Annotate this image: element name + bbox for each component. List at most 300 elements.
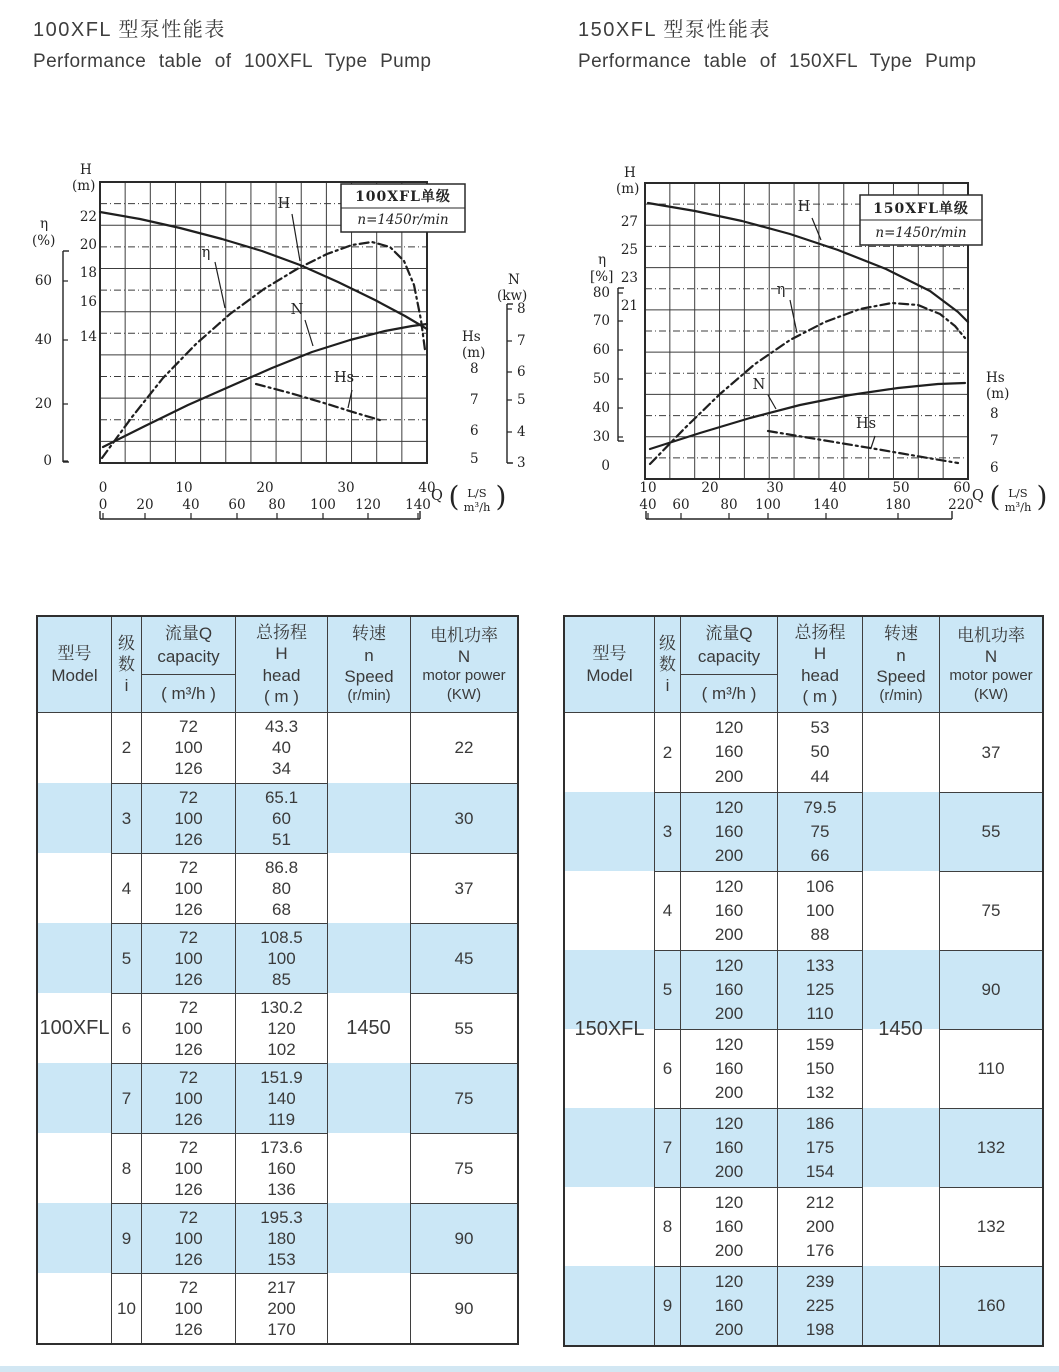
x-tick-ls: 20 <box>701 480 719 496</box>
model-cell <box>38 1273 111 1343</box>
speed-cell <box>862 1108 939 1187</box>
head-cell <box>777 1029 862 1108</box>
speed-cell <box>327 923 410 993</box>
header-line: head <box>801 665 839 685</box>
header-line: Model <box>586 665 633 685</box>
power-cell: 55 <box>939 792 1042 871</box>
flow-value: 120 <box>714 1035 744 1054</box>
header-line: Speed <box>876 666 926 686</box>
axis-tick-label: 3 <box>517 455 526 471</box>
axis-tick-label: 6 <box>517 364 526 380</box>
flow-value: 160 <box>714 1217 744 1236</box>
flow-value: 120 <box>714 1272 744 1291</box>
head-value: 53 <box>810 718 830 738</box>
axis-tick-label: 21 <box>620 298 638 314</box>
header-line: motor power <box>949 667 1033 684</box>
head-value: 160 <box>267 1158 296 1178</box>
curve-label-Hs: Hs <box>855 416 877 432</box>
table-row-group-i9 <box>565 1266 1042 1345</box>
flow-value: 160 <box>714 1138 744 1157</box>
table-row-group-i8 <box>565 1187 1042 1266</box>
flow-value: 160 <box>714 742 744 762</box>
axis-tick-label: 25 <box>620 242 638 258</box>
header-line: N <box>457 646 471 666</box>
x-tick-ls: 30 <box>766 480 784 496</box>
flow-value: 72 <box>179 857 198 877</box>
head-value: 80 <box>272 878 291 898</box>
head-value: 140 <box>267 1088 296 1108</box>
model-cell <box>565 713 654 792</box>
flow-value: 126 <box>174 829 203 849</box>
flow-cell <box>680 713 777 792</box>
header-flow-top <box>681 617 777 675</box>
x-tick-m3h: 140 <box>813 497 839 513</box>
header-flow-unit: ( m³/h ) <box>701 683 757 703</box>
table-row-group-i8 <box>38 1133 517 1203</box>
head-value: 40 <box>272 737 291 757</box>
header-line: 型号 <box>57 644 92 664</box>
x-tick-m3h: 60 <box>672 497 690 513</box>
header-line: 总扬程 <box>256 623 307 642</box>
head-value: 195.3 <box>260 1207 303 1227</box>
head-value: 68 <box>272 899 291 919</box>
speed-cell <box>862 1187 939 1266</box>
axis-tick-label: 60 <box>592 342 610 358</box>
q-unit-ls: L/S <box>1008 486 1028 500</box>
table-row-group-i4 <box>38 853 517 923</box>
performance-charts <box>0 0 1059 545</box>
head-value: 110 <box>806 1004 834 1023</box>
table-row-group-i6 <box>38 993 517 1063</box>
x-tick-m3h: 40 <box>182 497 200 513</box>
head-value: 119 <box>267 1109 296 1129</box>
stage-cell: 3 <box>111 783 141 853</box>
axis-tick-label: 18 <box>79 265 97 281</box>
chart-150XFL <box>590 165 1047 519</box>
header-line: (KW) <box>973 685 1009 703</box>
curve-label-Hs: Hs <box>333 370 355 386</box>
axis-title: η <box>598 252 607 268</box>
head-cell <box>235 853 327 923</box>
head-value: 100 <box>805 901 835 920</box>
axis-title: (kw) <box>497 288 528 304</box>
page-title-100xfl-en: Performance table of 100XFL Type Pump <box>33 51 432 72</box>
flow-value: 126 <box>174 1039 203 1059</box>
stage-cell: 8 <box>654 1187 680 1266</box>
model-cell <box>38 1203 111 1273</box>
header-head <box>235 617 327 712</box>
power-cell: 75 <box>410 1063 517 1133</box>
x-tick-m3h: 80 <box>268 497 286 513</box>
flow-value: 100 <box>174 948 203 968</box>
head-value: 200 <box>805 1217 835 1236</box>
header-power <box>939 617 1042 712</box>
head-value: 225 <box>805 1296 835 1315</box>
flow-cell <box>141 1063 235 1133</box>
speed-cell <box>327 993 410 1063</box>
power-cell: 160 <box>939 1266 1042 1345</box>
flow-value: 72 <box>179 716 198 736</box>
model-cell <box>565 1266 654 1345</box>
head-value: 217 <box>267 1277 296 1297</box>
header-line: i <box>124 676 129 696</box>
chart-subtitle: n=1450r/min <box>875 225 967 241</box>
power-cell: 75 <box>939 871 1042 950</box>
flow-value: 200 <box>714 1320 744 1339</box>
flow-value: 120 <box>714 956 744 975</box>
flow-cell <box>141 993 235 1063</box>
head-cell <box>777 1187 862 1266</box>
speed-cell <box>862 950 939 1029</box>
power-cell: 45 <box>410 923 517 993</box>
header-line: 转速 <box>352 624 386 644</box>
head-cell <box>235 713 327 783</box>
stage-cell: 5 <box>111 923 141 993</box>
flow-cell <box>141 1273 235 1343</box>
speed-cell <box>327 1273 410 1343</box>
flow-cell <box>141 1203 235 1273</box>
curve-label-η: η <box>201 245 211 261</box>
chart-title: 150XFL单级 <box>873 201 969 217</box>
flow-cell <box>680 792 777 871</box>
head-value: 154 <box>805 1162 835 1181</box>
model-label: 100XFL <box>39 1016 110 1039</box>
head-value: 159 <box>805 1035 835 1054</box>
head-value: 198 <box>805 1320 835 1339</box>
axis-tick-label: 70 <box>592 313 610 329</box>
head-cell <box>777 950 862 1029</box>
axis-tick-label: 80 <box>592 285 610 301</box>
head-cell <box>777 713 862 792</box>
flow-value: 72 <box>179 1277 198 1297</box>
x-tick-ls: 50 <box>892 480 910 496</box>
head-value: 65.1 <box>264 787 299 807</box>
flow-cell <box>680 1029 777 1108</box>
flow-cell <box>141 1133 235 1203</box>
head-value: 60 <box>272 808 291 828</box>
flow-value: 200 <box>714 1083 744 1102</box>
flow-value: 72 <box>179 1067 198 1087</box>
power-cell: 132 <box>939 1108 1042 1187</box>
x-tick-m3h: 100 <box>755 497 781 513</box>
axis-tick-label: 8 <box>470 361 479 377</box>
header-line: N <box>984 646 998 666</box>
stage-cell: 10 <box>111 1273 141 1343</box>
header-power <box>410 617 517 712</box>
head-cell <box>235 1133 327 1203</box>
head-cell <box>235 1273 327 1343</box>
table-header-row <box>38 617 517 713</box>
x-tick-m3h: 120 <box>355 497 381 513</box>
head-value: 176 <box>805 1241 835 1260</box>
head-value: 79.5 <box>803 798 837 817</box>
table-row-group-i7 <box>565 1108 1042 1187</box>
x-tick-m3h: 20 <box>136 497 154 513</box>
axis-tick-label: 8 <box>990 406 999 422</box>
head-value: 85 <box>272 969 291 989</box>
flow-value: 120 <box>714 718 744 738</box>
axis-tick-label: 23 <box>620 270 638 286</box>
table-row-group-i9 <box>38 1203 517 1273</box>
head-cell <box>777 1108 862 1187</box>
stage-cell: 3 <box>654 792 680 871</box>
flow-value: 100 <box>174 878 203 898</box>
model-cell <box>38 1063 111 1133</box>
table-row-group-i4 <box>565 871 1042 950</box>
head-value: 43.3 <box>264 716 299 736</box>
curve-η <box>650 303 965 464</box>
header-stage <box>654 617 680 712</box>
stage-cell: 7 <box>111 1063 141 1133</box>
flow-value: 200 <box>714 766 744 786</box>
head-value: 102 <box>267 1039 296 1059</box>
x-tick-m3h: 140 <box>405 497 431 513</box>
header-line: 级 <box>118 633 135 653</box>
head-value: 212 <box>805 1193 835 1212</box>
head-cell <box>777 871 862 950</box>
speed-cell <box>327 1133 410 1203</box>
flow-value: 72 <box>179 997 198 1017</box>
axis-tick-label: 5 <box>470 451 479 467</box>
axis-title: (m) <box>462 345 486 361</box>
flow-value: 200 <box>714 1004 744 1023</box>
power-cell: 75 <box>410 1133 517 1203</box>
stage-cell: 2 <box>654 713 680 792</box>
axis-tick-label: 7 <box>990 433 999 449</box>
q-paren: ( <box>448 480 460 513</box>
table-row-group-i5 <box>38 923 517 993</box>
x-tick-m3h: 40 <box>639 497 657 513</box>
speed-cell <box>327 713 410 783</box>
flow-cell <box>141 783 235 853</box>
power-cell: 22 <box>410 713 517 783</box>
stage-cell: 2 <box>111 713 141 783</box>
axis-tick-label: 7 <box>517 333 526 349</box>
table-body <box>38 713 517 1343</box>
axis-tick-label: 50 <box>592 371 610 387</box>
power-cell: 132 <box>939 1187 1042 1266</box>
stage-cell: 9 <box>654 1266 680 1345</box>
speed-cell <box>862 792 939 871</box>
table-row-group-i6 <box>565 1029 1042 1108</box>
table-150xfl <box>563 615 1044 1347</box>
power-cell: 37 <box>939 713 1042 792</box>
curve-label-N: N <box>290 302 304 318</box>
model-cell <box>38 783 111 853</box>
axis-tick-label: 40 <box>592 400 610 416</box>
header-flow-top <box>142 617 235 675</box>
head-value: 200 <box>267 1298 296 1318</box>
head-value: 151.9 <box>260 1067 303 1087</box>
axis-tick-label: 22 <box>79 209 97 225</box>
head-cell <box>235 993 327 1063</box>
header-flow <box>680 617 777 712</box>
head-value: 186 <box>805 1114 835 1133</box>
axis-tick-label: 5 <box>517 392 526 408</box>
flow-value: 126 <box>174 1179 203 1199</box>
axis-title: [%] <box>590 269 614 285</box>
flow-value: 160 <box>714 1296 744 1315</box>
flow-value: 126 <box>174 899 203 919</box>
head-value: 125 <box>805 980 835 999</box>
flow-cell <box>680 950 777 1029</box>
axis-title: H <box>80 162 92 178</box>
header-line: 数 <box>118 654 135 674</box>
axis-tick-label: 14 <box>79 329 97 345</box>
stage-cell: 9 <box>111 1203 141 1273</box>
head-value: 180 <box>267 1228 296 1248</box>
head-value: 44 <box>810 766 830 786</box>
x-tick-ls: 10 <box>639 480 657 496</box>
flow-value: 160 <box>714 980 744 999</box>
header-line: H <box>813 644 827 664</box>
stage-cell: 4 <box>111 853 141 923</box>
speed-cell <box>862 713 939 792</box>
head-value: 108.5 <box>260 927 303 947</box>
flow-value: 72 <box>179 1137 198 1157</box>
q-paren: ) <box>1036 480 1048 513</box>
flow-value: 100 <box>174 808 203 828</box>
header-line: 流量Q <box>705 624 753 644</box>
power-cell: 90 <box>410 1273 517 1343</box>
head-value: 133 <box>805 956 835 975</box>
axis-title: (m) <box>72 178 96 194</box>
flow-value: 100 <box>174 1298 203 1318</box>
chart-100XFL <box>32 162 527 519</box>
table-row-group-i5 <box>565 950 1042 1029</box>
x-tick-ls: 40 <box>418 480 436 496</box>
q-label: Q <box>972 488 984 504</box>
axis-tick-label: 20 <box>79 237 97 253</box>
header-speed <box>862 617 939 712</box>
header-line: H <box>275 644 288 664</box>
model-cell <box>565 1029 654 1108</box>
axis-title: η <box>40 216 49 232</box>
header-line: (r/min) <box>879 687 923 704</box>
x-tick-ls: 40 <box>829 480 847 496</box>
flow-value: 72 <box>179 927 198 947</box>
head-cell <box>235 1203 327 1273</box>
header-line: 总扬程 <box>794 623 846 642</box>
flow-cell <box>680 1266 777 1345</box>
head-value: 120 <box>267 1018 296 1038</box>
head-value: 175 <box>805 1138 835 1157</box>
stage-cell: 6 <box>111 993 141 1063</box>
q-paren: ( <box>989 480 1001 513</box>
flow-value: 160 <box>714 901 744 920</box>
flow-value: 126 <box>174 969 203 989</box>
curve-Hs <box>256 384 383 421</box>
header-line: ( m ) <box>264 686 299 706</box>
flow-value: 200 <box>714 1162 744 1181</box>
axis-tick-label: 4 <box>517 424 526 440</box>
header-line: head <box>262 665 301 685</box>
model-cell <box>565 1108 654 1187</box>
x-tick-m3h: 100 <box>310 497 336 513</box>
curve-label-leader <box>292 214 300 261</box>
x-tick-m3h: 0 <box>98 497 108 513</box>
speed-label: 1450 <box>878 1017 923 1040</box>
table-header-row <box>565 617 1042 713</box>
axis-title: N <box>508 272 520 288</box>
model-label: 150XFL <box>574 1017 645 1040</box>
header-line: i <box>665 676 670 696</box>
flow-value: 100 <box>174 1018 203 1038</box>
power-cell: 37 <box>410 853 517 923</box>
flow-value: 72 <box>179 787 198 807</box>
curve-label-H: H <box>277 196 291 212</box>
head-value: 50 <box>810 742 830 762</box>
chart-title: 100XFL单级 <box>355 189 451 205</box>
flow-cell <box>680 871 777 950</box>
header-line: Model <box>51 665 98 685</box>
curve-label-N: N <box>752 377 766 393</box>
header-flow <box>141 617 235 712</box>
axis-title: (m) <box>986 386 1010 402</box>
header-head <box>777 617 862 712</box>
flow-cell <box>680 1187 777 1266</box>
header-line: Speed <box>344 666 394 686</box>
header-model <box>38 617 111 712</box>
axis-title: H <box>624 165 636 181</box>
axis-tick-label: 0 <box>601 458 610 474</box>
axis-tick-label: 8 <box>517 301 526 317</box>
model-cell <box>38 993 111 1063</box>
axis-tick-label: 6 <box>470 423 479 439</box>
head-value: 239 <box>805 1272 835 1291</box>
table-row-group-i3 <box>565 792 1042 871</box>
head-value: 170 <box>267 1319 296 1339</box>
stage-cell: 7 <box>654 1108 680 1187</box>
power-cell: 90 <box>939 950 1042 1029</box>
flow-value: 100 <box>174 1088 203 1108</box>
model-cell <box>38 853 111 923</box>
model-cell <box>565 871 654 950</box>
flow-value: 126 <box>174 1249 203 1269</box>
header-line: n <box>364 645 374 665</box>
table-row-group-i7 <box>38 1063 517 1133</box>
head-cell <box>235 1063 327 1133</box>
axis-tick-label: 16 <box>79 294 97 310</box>
x-tick-ls: 60 <box>953 480 971 496</box>
flow-value: 126 <box>174 1109 203 1129</box>
q-paren: ) <box>495 480 507 513</box>
header-line: 转速 <box>884 624 918 644</box>
flow-value: 126 <box>174 759 203 779</box>
axis-title: (m) <box>616 181 640 197</box>
head-cell <box>235 923 327 993</box>
q-unit-m3h: m³/h <box>463 500 491 514</box>
flow-value: 120 <box>714 877 744 896</box>
table-body <box>565 713 1042 1345</box>
speed-cell <box>327 1203 410 1273</box>
x-tick-m3h: 80 <box>720 497 738 513</box>
flow-cell <box>141 923 235 993</box>
axis-tick-label: 20 <box>34 396 52 412</box>
axis-tick-label: 30 <box>592 429 610 445</box>
page-title-150xfl-en: Performance table of 150XFL Type Pump <box>578 51 977 72</box>
model-cell <box>38 923 111 993</box>
x-tick-ls: 20 <box>256 480 274 496</box>
axis-title: (%) <box>32 233 56 249</box>
flow-value: 120 <box>714 798 744 817</box>
table-100xfl <box>36 615 519 1345</box>
head-value: 132 <box>805 1083 835 1102</box>
table-row-group-i2 <box>38 713 517 783</box>
head-value: 51 <box>272 829 291 849</box>
header-speed <box>327 617 410 712</box>
stage-cell: 5 <box>654 950 680 1029</box>
